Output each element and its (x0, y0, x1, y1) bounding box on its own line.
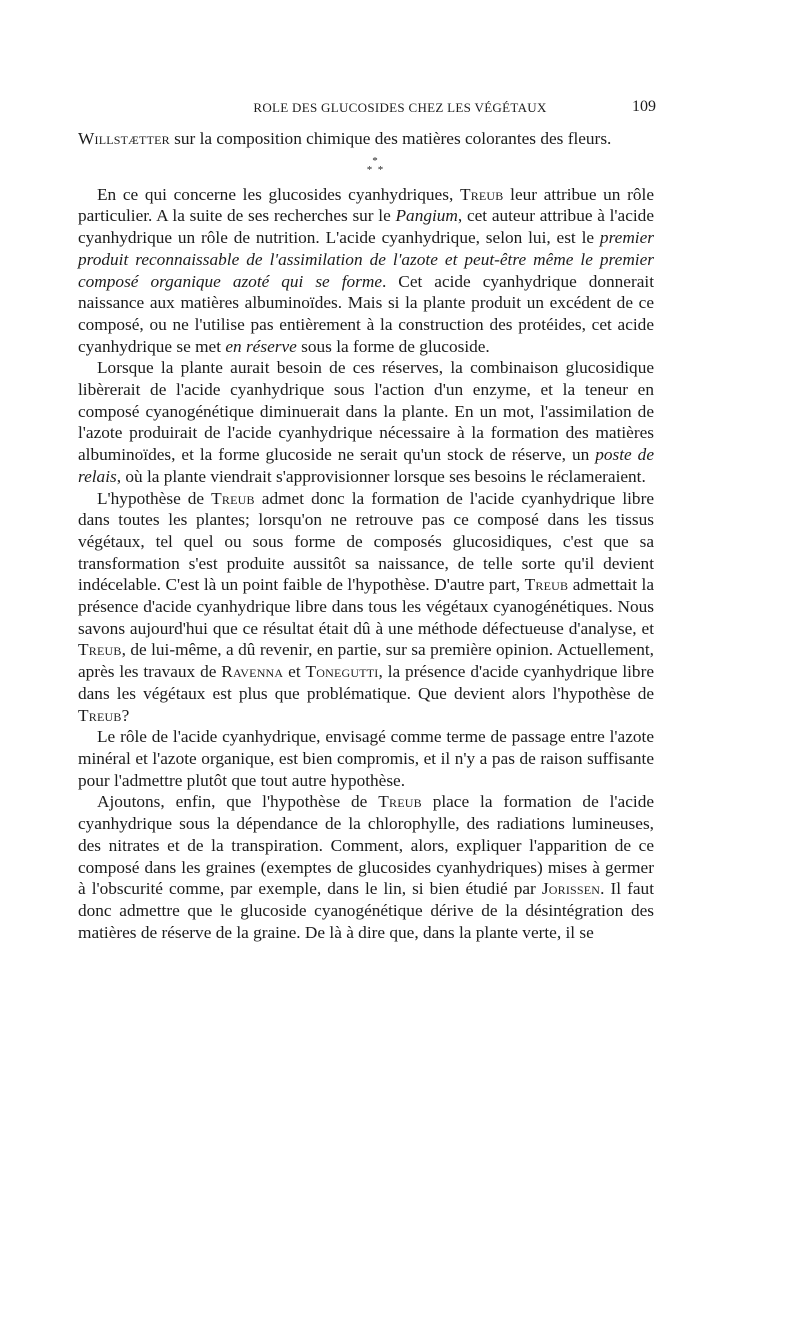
italic-text: Pangium (395, 206, 458, 226)
author-name: Treub (459, 184, 504, 204)
asterism-top: * (372, 154, 378, 167)
text-run: En ce qui concerne les glucosides cyanhydriques, (97, 184, 460, 204)
text-run: Le rôle de l'acide cyanhydrique, envisagé comme terme de passage entre l'azote minéral et l'azote organique, est bien compromis, et il n'y a pas de raison suffisante pour l'admettre plutôt que tout autre hypothèse. (78, 727, 654, 790)
author-name: Ravenna (221, 662, 284, 682)
author-name: Treub (78, 640, 122, 660)
paragraph (78, 488, 654, 727)
text-run: admet donc la formation de l'acide cyanhydrique libre dans toutes les plantes; lorsqu'on ne retrouve pas ce composé dans les tissus végétaux, tel quel ou sous forme de composés glucosidiques, c'est que sa transformation s'est produite aussitôt sa naissance, de telle sorte qu'il devient indécelable. C'est là un point faible de l'hypothèse. D'autre part, (78, 488, 654, 595)
text-run: , la présence d'acide cyanhydrique libre dans les végétaux est plus que problématique. Que devient alors l'hypothèse de (78, 662, 654, 703)
text-run: , de lui-même, a dû revenir, en partie, sur sa première opinion. Actuellement, après les travaux de (78, 640, 654, 682)
text-run: leur attribue un rôle particulier. A la suite de ses recherches sur le (78, 184, 654, 226)
text-run: ? (121, 705, 130, 725)
page-number: 109 (632, 98, 656, 115)
text-run: sur la composition chimique des matières colorantes des fleurs. (169, 129, 612, 148)
text-run: Lorsque la plante aurait besoin de ces réserves, la combinaison glucosidique libèrerait de l'acide cyanhydrique sous l'action d'un enzyme, et la teneur en composé cyanogénétique diminuerait dans la plante. En un mot, l'assimilation de l'azote produirait de l'acide cyanhydrique nécessaire à la formation des matières albuminoïdes, et la forme glucoside ne serait qu'un stock de réserve, un (78, 358, 654, 465)
paragraph (78, 791, 654, 943)
text-run: et (283, 662, 306, 682)
text-run: place la formation de l'acide cyanhydrique sous la dépendance de la chlorophylle, des radiations lumineuses, des nitrates et de la transpiration. Comment, alors, expliquer l'apparition de ce composé dans les graines (exemptes de glucosides cyanhydriques) mises à germer à l'obscurité comme, par exemple, dans le lin, si bien étudié par (78, 792, 654, 899)
author-name: Treub (524, 575, 569, 595)
text-run: admettait la présence d'acide cyanhydrique libre dans tous les végétaux cyanogénétiques. Nous savons aujourd'hui que ce résultat était dû à une méthode défectueuse d'analyse, et (78, 575, 654, 638)
text-run: , où la plante viendrait s'approvisionner lorsque ses besoins le réclameraient. (116, 466, 646, 486)
paragraph (78, 357, 654, 487)
running-header: ROLE DES GLUCOSIDES CHEZ LES VÉGÉTAUX (253, 100, 547, 115)
paragraph-continuation (78, 128, 654, 150)
text-run: sous la forme de glucoside. (296, 336, 490, 356)
text-run: Ajoutons, enfin, que l'hypothèse de (97, 792, 379, 812)
paragraph (78, 726, 654, 791)
text-run: , cet auteur attribue à l'acide cyanhydrique un rôle de nutrition. L'acide cyanhydrique, selon lui, est le (78, 206, 654, 248)
author-name: Willstætter (78, 129, 170, 148)
text-run: . Cet acide cyanhydrique donnerait naissance aux matières albuminoïdes. Mais si la plante produit un excédent de ce composé, ou ne l'utilise pas entièrement à la construction des protéides, cet acide cyanhydrique se met (78, 271, 654, 356)
italic-text: premier produit reconnaissable de l'assimilation de l'azote et peut-être même le premier composé organique azoté qui se forme (78, 228, 654, 291)
section-asterism (78, 154, 654, 176)
text-run: L'hypothèse de (97, 488, 212, 508)
author-name: Treub (211, 488, 255, 508)
body-text (78, 128, 654, 943)
text-run: . Il faut donc admettre que le glucoside cyanogénétique dérive de la désintégration des matières de réserve de la graine. De là à dire que, dans la plante verte, il se (78, 879, 654, 942)
italic-text: poste de relais (78, 445, 654, 486)
paragraph (78, 184, 654, 358)
author-name: Treub (378, 792, 422, 812)
author-name: Jorissen (541, 879, 601, 899)
author-name: Tonegutti (305, 662, 379, 682)
italic-text: en réserve (225, 336, 297, 356)
asterism-bottom: * * (366, 163, 384, 176)
author-name: Treub (78, 705, 122, 725)
